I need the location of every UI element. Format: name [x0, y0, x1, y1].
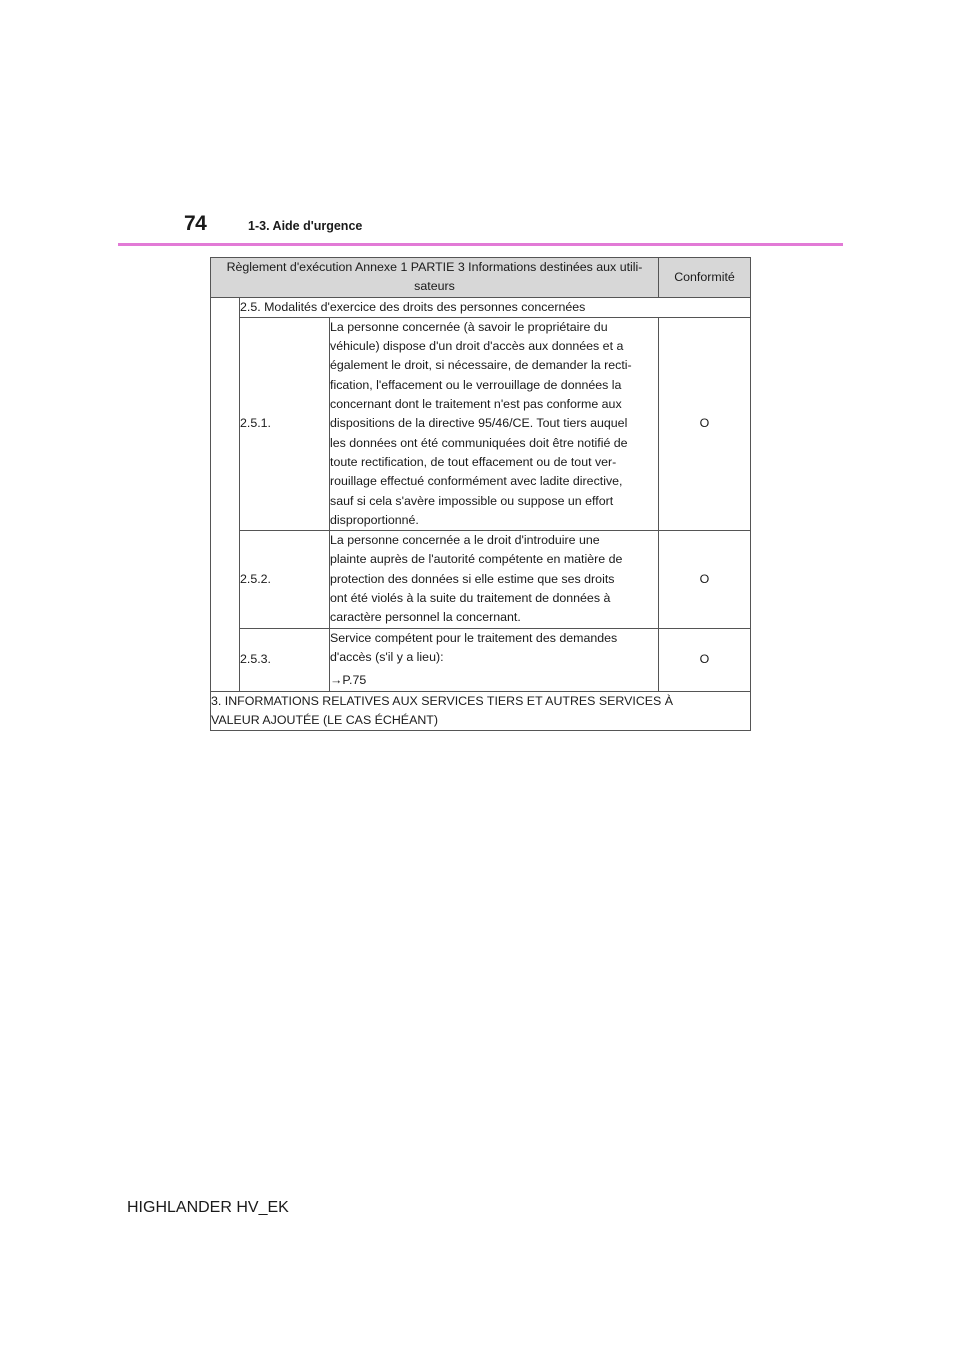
conformity-table [210, 257, 751, 731]
description-line: ont été violés à la suite du traitement de données à [330, 591, 611, 606]
row-conformity: O [659, 531, 751, 628]
row-description [330, 628, 659, 691]
header-divider [118, 243, 843, 246]
row-number: 2.5.1. [240, 317, 330, 530]
description-line: sauf si cela s'avère impossible ou suppose un effort [330, 493, 614, 508]
section-3-heading-cell [211, 691, 751, 731]
table-header-conformity: Conformité [659, 258, 751, 298]
section-heading-cell: 2.5. Modalités d'exercice des droits des personnes concernées [240, 297, 751, 317]
table-row [211, 297, 751, 317]
section-title: 1-3. Aide d'urgence [248, 219, 363, 233]
description-line: disproportionné. [330, 512, 419, 527]
description-line: les données ont été communiquées doit être notifié de [330, 435, 628, 450]
description-line: La personne concernée a le droit d'introduire une [330, 533, 600, 548]
table-header-row [211, 258, 751, 298]
table-row [211, 317, 751, 530]
description-line: caractère personnel la concernant. [330, 610, 521, 625]
page-reference: →P.75 [330, 673, 367, 688]
description-line: plainte auprès de l'autorité compétente en matière de [330, 552, 623, 567]
description-line: concernant dont le traitement n'est pas conforme aux [330, 397, 622, 412]
description-line: d'accès (s'il y a lieu): [330, 649, 444, 664]
table-header-regulation [211, 258, 659, 298]
header-line: Règlement d'exécution Annexe 1 PARTIE 3 Informations destinées aux utili- [226, 260, 643, 274]
description-line: La personne concernée (à savoir le propriétaire du [330, 319, 608, 334]
table-row [211, 628, 751, 691]
description-line: fication, l'effacement ou le verrouillage de données la [330, 377, 622, 392]
table-row [211, 691, 751, 731]
description-line: Service compétent pour le traitement des demandes [330, 630, 618, 645]
description-line: véhicule) dispose d'un droit d'accès aux données et a [330, 339, 624, 354]
description-line: également le droit, si nécessaire, de demander la recti- [330, 358, 632, 373]
row-number: 2.5.3. [240, 628, 330, 691]
row-number: 2.5.2. [240, 531, 330, 628]
row-conformity: O [659, 628, 751, 691]
indent-cell [211, 297, 240, 691]
heading-line: 3. INFORMATIONS RELATIVES AUX SERVICES TIERS ET AUTRES SERVICES À [211, 693, 674, 708]
row-conformity: O [659, 317, 751, 530]
description-line: rouillage effectué conformément avec ladite directive, [330, 474, 623, 489]
header-line: sateurs [414, 279, 455, 294]
page-number: 74 [184, 212, 207, 235]
row-description [330, 317, 659, 530]
description-line: toute rectification, de tout effacement ou de tout ver- [330, 454, 617, 469]
row-description [330, 531, 659, 628]
table-row [211, 531, 751, 628]
description-line: dispositions de la directive 95/46/CE. Tout tiers auquel [330, 416, 628, 431]
heading-line: VALEUR AJOUTÉE (LE CAS ÉCHÉANT) [211, 712, 438, 727]
footer-model-name: HIGHLANDER HV_EK [127, 1199, 289, 1216]
description-line: protection des données si elle estime que ses droits [330, 571, 615, 586]
